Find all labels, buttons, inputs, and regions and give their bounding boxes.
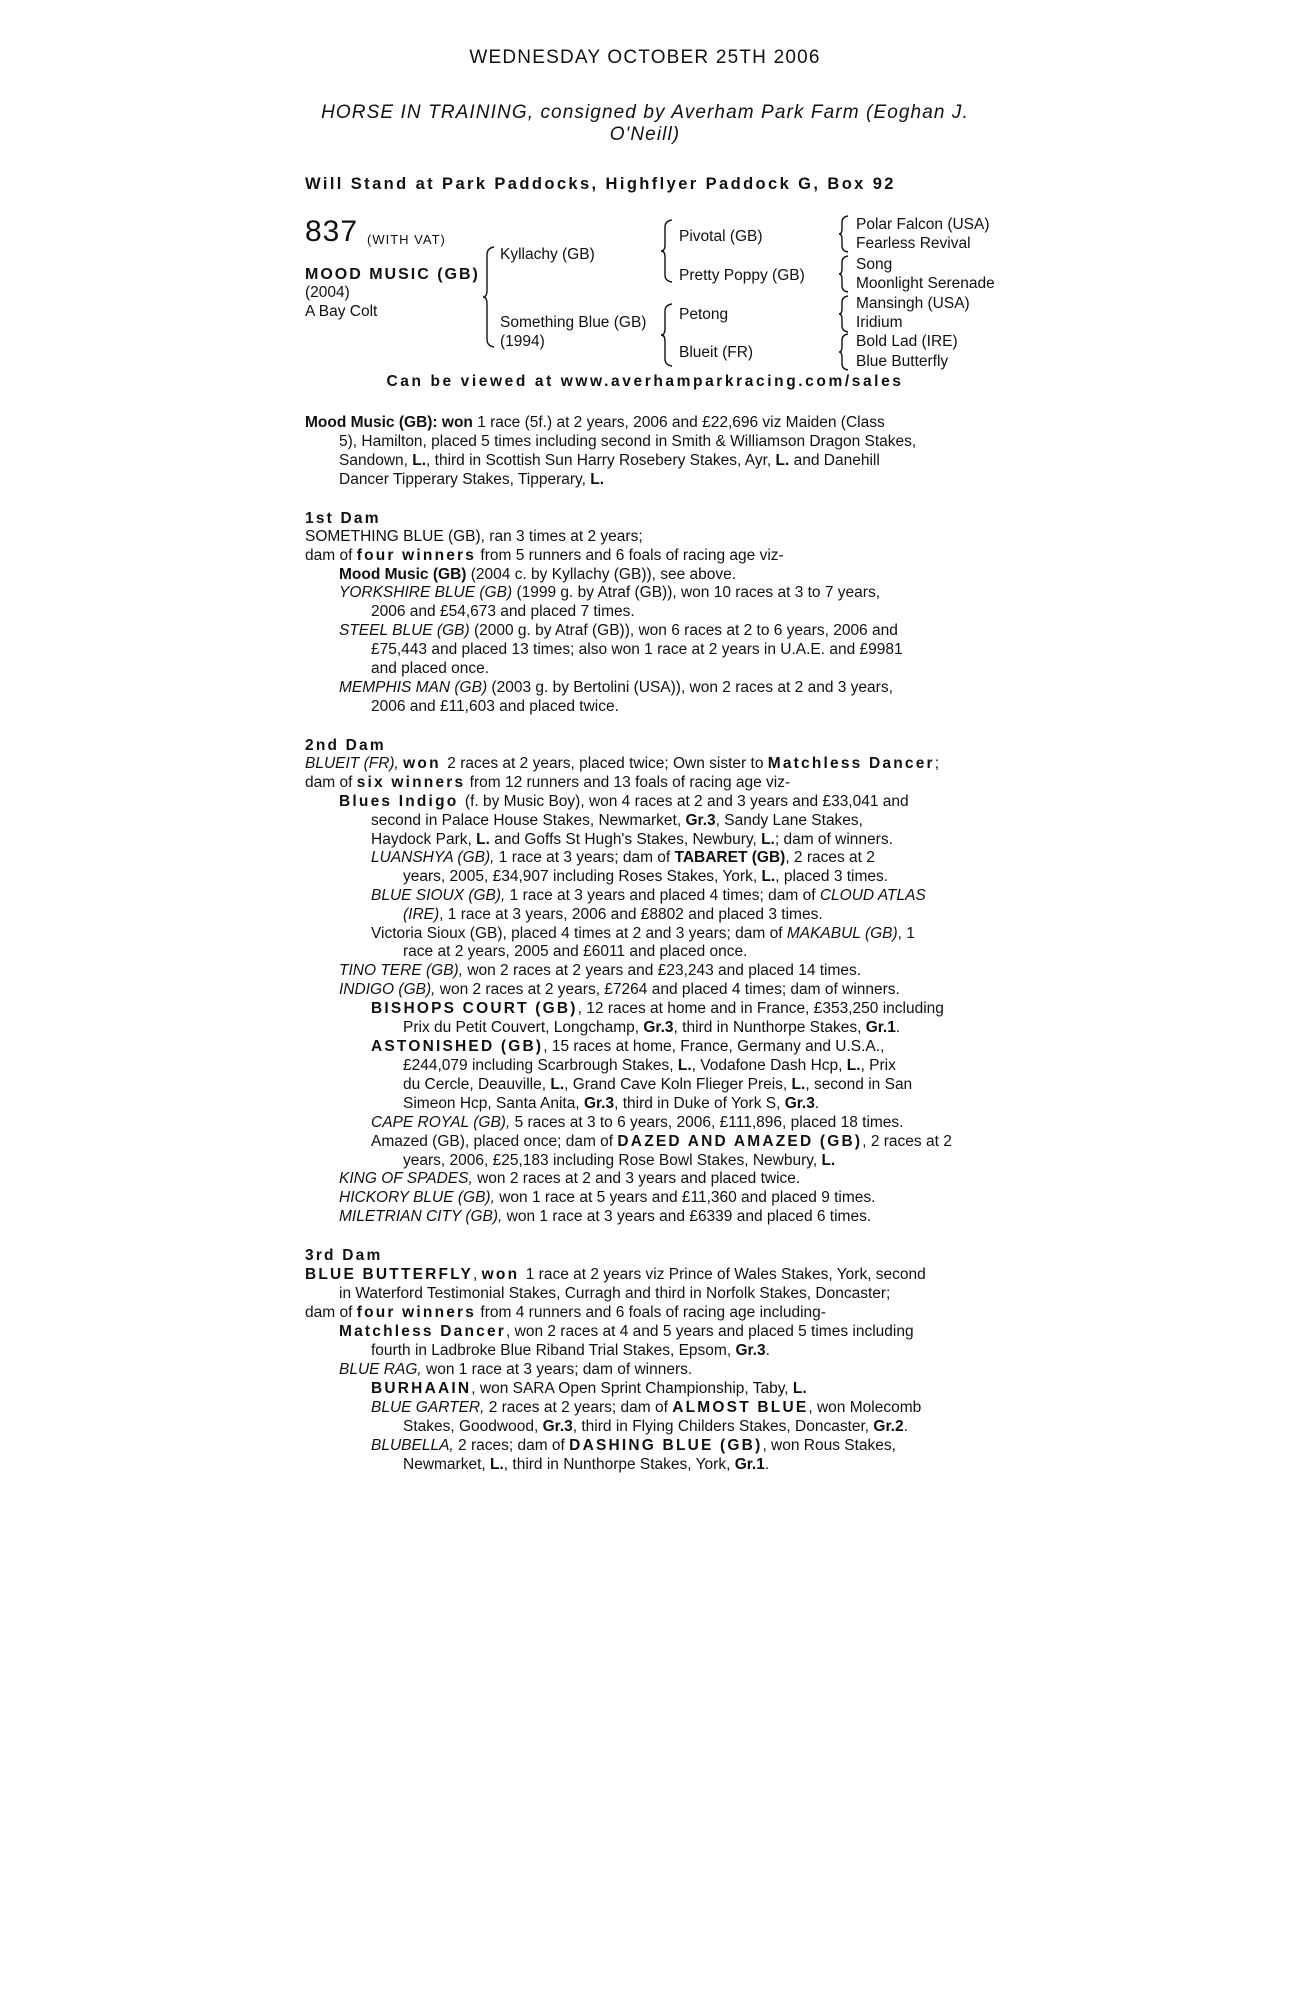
narrative-line bbox=[403, 1018, 900, 1037]
narrative-segment: Haydock Park, bbox=[371, 831, 477, 848]
narrative-segment: £75,443 and placed 13 times; also won 1 race at 2 years in U.A.E. and £9981 bbox=[371, 641, 903, 658]
narrative-segment: from 5 runners and 6 foals of racing age viz- bbox=[476, 547, 784, 564]
narrative-segment: 2 races; dam of bbox=[458, 1437, 570, 1454]
narrative-segment: and Danehill bbox=[789, 452, 880, 469]
sire-sire: Pivotal (GB) bbox=[679, 228, 763, 245]
pedigree-brace-ss bbox=[838, 215, 850, 253]
narrative-line bbox=[403, 867, 888, 886]
dam-name: Something Blue (GB) bbox=[500, 314, 647, 331]
narrative-line bbox=[305, 736, 386, 755]
narrative-segment: (2004 c. by Kyllachy (GB)), see above. bbox=[470, 566, 737, 583]
pedigree-brace-sd bbox=[838, 255, 850, 293]
sire-sire-sire: Polar Falcon (USA) bbox=[856, 216, 990, 233]
narrative-segment: Sandown, bbox=[339, 452, 413, 469]
narrative-segment: dam of bbox=[305, 1304, 357, 1321]
dam-dam-dam: Blue Butterfly bbox=[856, 353, 949, 370]
sire: Kyllachy (GB) bbox=[500, 246, 595, 263]
narrative-segment: Newmarket, bbox=[403, 1456, 490, 1473]
narrative-line bbox=[371, 1398, 921, 1417]
narrative-line bbox=[371, 1132, 952, 1151]
narrative-line bbox=[305, 527, 643, 546]
narrative-line bbox=[403, 1151, 835, 1170]
narrative-segment: MILETRIAN CITY (GB), bbox=[339, 1208, 507, 1225]
narrative-segment: , placed 3 times. bbox=[775, 868, 889, 885]
narrative-segment: 2 races at 2 years; dam of bbox=[488, 1399, 673, 1416]
narrative-segment: L. bbox=[590, 471, 605, 488]
narrative-segment: won 1 race at 3 years; dam of winners. bbox=[426, 1361, 693, 1378]
narrative-segment: BLUBELLA, bbox=[371, 1437, 459, 1454]
narrative-line bbox=[305, 546, 784, 565]
narrative-line bbox=[371, 811, 863, 830]
sire-sire-dam: Fearless Revival bbox=[856, 235, 971, 252]
narrative-segment: Gr.3 bbox=[685, 812, 716, 829]
narrative-segment: , 2 races at 2 bbox=[862, 1133, 952, 1150]
dam-sire-sire: Mansingh (USA) bbox=[856, 295, 970, 312]
foaling-year: (2004) bbox=[305, 284, 350, 301]
narrative-segment: Mood Music (GB): won bbox=[305, 414, 478, 431]
narrative-segment: Gr.1 bbox=[865, 1019, 896, 1036]
narrative-segment: L. bbox=[490, 1456, 504, 1473]
narrative-line bbox=[339, 583, 880, 602]
narrative-segment: BISHOPS COURT (GB) bbox=[371, 1000, 578, 1017]
narrative-line bbox=[371, 640, 903, 659]
narrative-line bbox=[339, 621, 898, 640]
narrative-segment: CAPE ROYAL (GB), bbox=[371, 1114, 515, 1131]
narrative-segment: , second in San bbox=[805, 1076, 913, 1093]
narrative-segment: Gr.3 bbox=[542, 1418, 573, 1435]
narrative-segment: Matchless Dancer bbox=[767, 755, 935, 772]
narrative-line bbox=[371, 886, 926, 905]
narrative-segment: 1 race at 3 years and placed 4 times; dam of bbox=[509, 887, 820, 904]
narrative-segment: , won Rous Stakes, bbox=[762, 1437, 896, 1454]
narrative-segment: 2 races at 2 years, placed twice; Own sister to bbox=[447, 755, 768, 772]
narrative-segment: ; bbox=[934, 755, 940, 772]
narrative-segment: ALMOST BLUE bbox=[672, 1399, 809, 1416]
narrative-segment: BLUEIT (FR), bbox=[305, 755, 404, 772]
consignor-line-1: HORSE IN TRAINING, consigned by Averham Park Farm (Eoghan J. bbox=[321, 102, 969, 123]
narrative-line bbox=[403, 1056, 896, 1075]
pedigree-brace-ds bbox=[838, 295, 850, 333]
narrative-segment: Prix du Petit Couvert, Longchamp, bbox=[403, 1019, 644, 1036]
narrative-line bbox=[339, 1169, 800, 1188]
pedigree-brace-dd bbox=[838, 333, 850, 371]
narrative-segment: (2000 g. by Atraf (GB)), won 6 races at 2 to 6 years, 2006 and bbox=[473, 622, 898, 639]
narrative-line bbox=[371, 999, 944, 1018]
narrative-segment: , 1 bbox=[897, 925, 915, 942]
narrative-segment: L. bbox=[775, 452, 790, 469]
narrative-segment: SOMETHING BLUE (GB), ran 3 times at 2 years; bbox=[305, 528, 643, 545]
narrative-line bbox=[403, 1455, 769, 1474]
narrative-segment: £244,079 including Scarbrough Stakes, bbox=[403, 1057, 678, 1074]
narrative-segment: won bbox=[403, 755, 448, 772]
narrative-segment: Gr.1 bbox=[734, 1456, 765, 1473]
narrative-segment: Gr.3 bbox=[784, 1095, 815, 1112]
narrative-segment: won 2 races at 2 years, £7264 and placed 4 times; dam of winners. bbox=[439, 981, 900, 998]
narrative-segment: L. bbox=[791, 1076, 806, 1093]
narrative-segment: 1 race at 2 years viz Prince of Wales Stakes, York, second bbox=[525, 1266, 926, 1283]
narrative-line bbox=[403, 1094, 819, 1113]
narrative-line bbox=[305, 1303, 826, 1322]
sire-dam-sire: Song bbox=[856, 256, 893, 273]
narrative-segment: 5 races at 3 to 6 years, 2006, £111,896, placed 18 times. bbox=[514, 1114, 904, 1131]
narrative-segment: . bbox=[765, 1342, 770, 1359]
narrative-segment: years, 2006, £25,183 including Rose Bowl Stakes, Newbury, bbox=[403, 1152, 822, 1169]
narrative-segment: dam of bbox=[305, 547, 357, 564]
narrative-segment: DAZED AND AMAZED (GB) bbox=[617, 1133, 863, 1150]
narrative-line bbox=[339, 565, 736, 584]
sire-dam-dam: Moonlight Serenade bbox=[856, 275, 995, 292]
narrative-segment: . bbox=[764, 1456, 770, 1473]
narrative-segment: L. bbox=[792, 1380, 807, 1397]
narrative-line bbox=[403, 1417, 908, 1436]
narrative-line bbox=[339, 961, 861, 980]
narrative-segment: L. bbox=[550, 1076, 565, 1093]
narrative-segment: , 15 races at home, France, Germany and U.S.A., bbox=[543, 1038, 885, 1055]
narrative-segment: MAKABUL (GB) bbox=[786, 925, 898, 942]
narrative-segment: Dancer Tipperary Stakes, Tipperary, bbox=[339, 471, 591, 488]
narrative-segment: race at 2 years, 2005 and £6011 and placed once. bbox=[403, 943, 748, 960]
narrative-line bbox=[371, 830, 893, 849]
narrative-segment: , Vodafone Dash Hcp, bbox=[691, 1057, 847, 1074]
narrative-segment: , third in Flying Childers Stakes, Doncaster, bbox=[572, 1418, 874, 1435]
narrative-segment: Blues Indigo bbox=[339, 793, 465, 810]
narrative-segment: Gr.2 bbox=[873, 1418, 904, 1435]
narrative-segment: , 12 races at home and in France, £353,250 including bbox=[577, 1000, 944, 1017]
narrative-line bbox=[339, 470, 604, 489]
narrative-segment: , third in Nunthorpe Stakes, bbox=[673, 1019, 866, 1036]
narrative-segment: (IRE) bbox=[403, 906, 440, 923]
narrative-line bbox=[403, 1075, 912, 1094]
narrative-line bbox=[305, 509, 381, 528]
narrative-segment: Gr.3 bbox=[583, 1095, 615, 1112]
narrative-segment: Gr.3 bbox=[735, 1342, 766, 1359]
narrative-segment: from 12 runners and 13 foals of racing age viz- bbox=[465, 774, 791, 791]
narrative-segment: from 4 runners and 6 foals of racing age including- bbox=[476, 1304, 826, 1321]
narrative-segment: , third in Scottish Sun Harry Rosebery Stakes, Ayr, bbox=[426, 452, 776, 469]
narrative-segment: won bbox=[481, 1266, 526, 1283]
narrative-segment: four winners bbox=[356, 1304, 477, 1321]
narrative-line bbox=[305, 1246, 382, 1265]
narrative-segment: and placed once. bbox=[371, 660, 490, 677]
narrative-segment: , won Molecomb bbox=[808, 1399, 922, 1416]
narrative-segment: , 2 races at 2 bbox=[785, 849, 875, 866]
narrative-segment: du Cercle, Deauville, bbox=[403, 1076, 551, 1093]
narrative-segment: YORKSHIRE BLUE (GB) bbox=[339, 584, 517, 601]
narrative-line bbox=[305, 754, 939, 773]
narrative-segment: 2006 and £54,673 and placed 7 times. bbox=[371, 603, 635, 620]
pedigree-brace-dam bbox=[660, 303, 674, 367]
narrative-segment: six winners bbox=[356, 774, 466, 791]
narrative-line bbox=[371, 697, 619, 716]
narrative-segment: ASTONISHED (GB) bbox=[371, 1038, 544, 1055]
narrative-line bbox=[371, 1113, 903, 1132]
narrative-segment: Simeon Hcp, Santa Anita, bbox=[403, 1095, 584, 1112]
narrative-segment: Amazed (GB), placed once; dam of bbox=[371, 1133, 618, 1150]
narrative-segment: Matchless Dancer bbox=[339, 1323, 507, 1340]
narrative-segment: . bbox=[814, 1095, 820, 1112]
narrative-segment: BURHAAIN bbox=[371, 1380, 472, 1397]
narrative-segment: 1 race at 3 years; dam of bbox=[498, 849, 675, 866]
narrative-segment: L. bbox=[821, 1152, 836, 1169]
narrative-segment: (1999 g. by Atraf (GB)), won 10 races at 3 to 7 years, bbox=[516, 584, 880, 601]
narrative-segment: TINO TERE (GB), bbox=[339, 962, 468, 979]
narrative-line bbox=[371, 1379, 807, 1398]
narrative-line bbox=[339, 1207, 871, 1226]
lot-number: 837 bbox=[305, 215, 359, 248]
narrative-segment: STEEL BLUE (GB) bbox=[339, 622, 474, 639]
narrative-segment: years, 2005, £34,907 including Roses Stakes, York, bbox=[403, 868, 762, 885]
narrative-segment: Mood Music (GB) bbox=[339, 566, 471, 583]
narrative-segment: fourth in Ladbroke Blue Riband Trial Stakes, Epsom, bbox=[371, 1342, 736, 1359]
sale-date: WEDNESDAY OCTOBER 25TH 2006 bbox=[469, 47, 821, 68]
narrative-segment: CLOUD ATLAS bbox=[819, 887, 926, 904]
narrative-line bbox=[339, 792, 909, 811]
narrative-segment: 3rd Dam bbox=[305, 1247, 383, 1264]
narrative-segment: , Grand Cave Koln Flieger Preis, bbox=[564, 1076, 792, 1093]
vat-note: (WITH VAT) bbox=[367, 232, 446, 247]
narrative-segment: LUANSHYA (GB), bbox=[371, 849, 499, 866]
narrative-segment: L. bbox=[761, 868, 776, 885]
dam-sire: Petong bbox=[679, 306, 729, 323]
narrative-line bbox=[339, 1322, 914, 1341]
narrative-segment: , third in Duke of York S, bbox=[614, 1095, 785, 1112]
horse-description: A Bay Colt bbox=[305, 303, 378, 320]
narrative-segment: , Prix bbox=[860, 1057, 896, 1074]
narrative-segment: in Waterford Testimonial Stakes, Curragh and third in Norfolk Stakes, Doncaster; bbox=[339, 1285, 891, 1302]
dam-year: (1994) bbox=[500, 333, 545, 350]
viewing-note: Can be viewed at www.averhamparkracing.com/sales bbox=[386, 373, 904, 390]
narrative-segment: BLUE SIOUX (GB), bbox=[371, 887, 510, 904]
narrative-segment: . bbox=[895, 1019, 901, 1036]
narrative-line bbox=[339, 1188, 875, 1207]
narrative-segment: BLUE BUTTERFLY bbox=[305, 1266, 474, 1283]
narrative-segment: ; dam of winners. bbox=[774, 831, 893, 848]
narrative-line bbox=[403, 905, 823, 924]
narrative-line bbox=[371, 848, 875, 867]
dam-dam-sire: Bold Lad (IRE) bbox=[856, 333, 958, 350]
narrative-segment: Stakes, Goodwood, bbox=[403, 1418, 543, 1435]
dam-sire-dam: Iridium bbox=[856, 314, 903, 331]
narrative-line bbox=[371, 659, 489, 678]
narrative-line bbox=[371, 1436, 896, 1455]
narrative-segment: second in Palace House Stakes, Newmarket, bbox=[371, 812, 686, 829]
narrative-segment: INDIGO (GB), bbox=[339, 981, 440, 998]
narrative-segment: , won SARA Open Sprint Championship, Taby, bbox=[471, 1380, 793, 1397]
stand-location: Will Stand at Park Paddocks, Highflyer Paddock G, Box 92 bbox=[305, 175, 896, 193]
narrative-segment: 1st Dam bbox=[305, 510, 381, 527]
narrative-segment: L. bbox=[846, 1057, 861, 1074]
narrative-segment: dam of bbox=[305, 774, 357, 791]
narrative-segment: MEMPHIS MAN (GB) bbox=[339, 679, 492, 696]
pedigree-brace-sire bbox=[660, 219, 674, 283]
narrative-segment: won 1 race at 3 years and £6339 and placed 6 times. bbox=[506, 1208, 872, 1225]
narrative-segment: DASHING BLUE (GB) bbox=[569, 1437, 763, 1454]
narrative-line bbox=[371, 1341, 770, 1360]
narrative-segment: (2003 g. by Bertolini (USA)), won 2 races at 2 and 3 years, bbox=[491, 679, 893, 696]
narrative-segment: , third in Nunthorpe Stakes, York, bbox=[503, 1456, 735, 1473]
narrative-segment: (f. by Music Boy), won 4 races at 2 and 3 years and £33,041 and bbox=[464, 793, 909, 810]
narrative-segment: BLUE GARTER, bbox=[371, 1399, 489, 1416]
narrative-segment: . bbox=[903, 1418, 908, 1435]
narrative-segment: 1 race (5f.) at 2 years, 2006 and £22,696 viz Maiden (Class bbox=[477, 414, 885, 431]
narrative-segment: L. bbox=[476, 831, 490, 848]
narrative-segment: 2nd Dam bbox=[305, 737, 386, 754]
narrative-segment: , bbox=[473, 1266, 482, 1283]
narrative-segment: and Goffs St Hugh's Stakes, Newbury, bbox=[489, 831, 762, 848]
narrative-line bbox=[305, 1265, 926, 1284]
narrative-line bbox=[371, 924, 915, 943]
narrative-segment: , Sandy Lane Stakes, bbox=[715, 812, 863, 829]
pedigree-brace-main bbox=[482, 246, 496, 348]
narrative-segment: 2006 and £11,603 and placed twice. bbox=[371, 698, 619, 715]
narrative-line bbox=[305, 413, 885, 432]
narrative-segment: KING OF SPADES, bbox=[339, 1170, 478, 1187]
narrative-line bbox=[339, 678, 893, 697]
sire-dam: Pretty Poppy (GB) bbox=[679, 267, 805, 284]
narrative-segment: BLUE RAG, bbox=[339, 1361, 426, 1378]
narrative-segment: won 1 race at 5 years and £11,360 and placed 9 times. bbox=[499, 1189, 876, 1206]
narrative-segment: Victoria Sioux (GB), placed 4 times at 2 and 3 years; dam of bbox=[371, 925, 787, 942]
narrative-segment: four winners bbox=[356, 547, 477, 564]
narrative-segment: TABARET (GB) bbox=[674, 849, 786, 866]
narrative-line bbox=[339, 451, 880, 470]
narrative-line bbox=[339, 1284, 890, 1303]
narrative-segment: won 2 races at 2 years and £23,243 and placed 14 times. bbox=[467, 962, 862, 979]
narrative-segment: , won 2 races at 4 and 5 years and placed 5 times including bbox=[506, 1323, 914, 1340]
narrative-line bbox=[403, 942, 747, 961]
consignor-line-2: O'Neill) bbox=[609, 124, 681, 145]
dam-dam: Blueit (FR) bbox=[679, 344, 754, 361]
narrative-line bbox=[371, 1037, 884, 1056]
narrative-line bbox=[339, 432, 916, 451]
narrative-line bbox=[371, 602, 635, 621]
narrative-segment: HICKORY BLUE (GB), bbox=[339, 1189, 500, 1206]
narrative-segment: , 1 race at 3 years, 2006 and £8802 and placed 3 times. bbox=[439, 906, 823, 923]
narrative-line bbox=[305, 773, 790, 792]
narrative-segment: L. bbox=[412, 452, 427, 469]
narrative-segment: Gr.3 bbox=[643, 1019, 674, 1036]
narrative-segment: L. bbox=[677, 1057, 692, 1074]
narrative-line bbox=[339, 1360, 692, 1379]
narrative-line bbox=[339, 980, 900, 999]
horse-name: MOOD MUSIC (GB) bbox=[305, 266, 480, 283]
narrative-segment: L. bbox=[761, 831, 775, 848]
narrative-segment: 5), Hamilton, placed 5 times including second in Smith & Williamson Dragon Stakes, bbox=[339, 433, 917, 450]
narrative-segment: won 2 races at 2 and 3 years and placed twice. bbox=[477, 1170, 801, 1187]
